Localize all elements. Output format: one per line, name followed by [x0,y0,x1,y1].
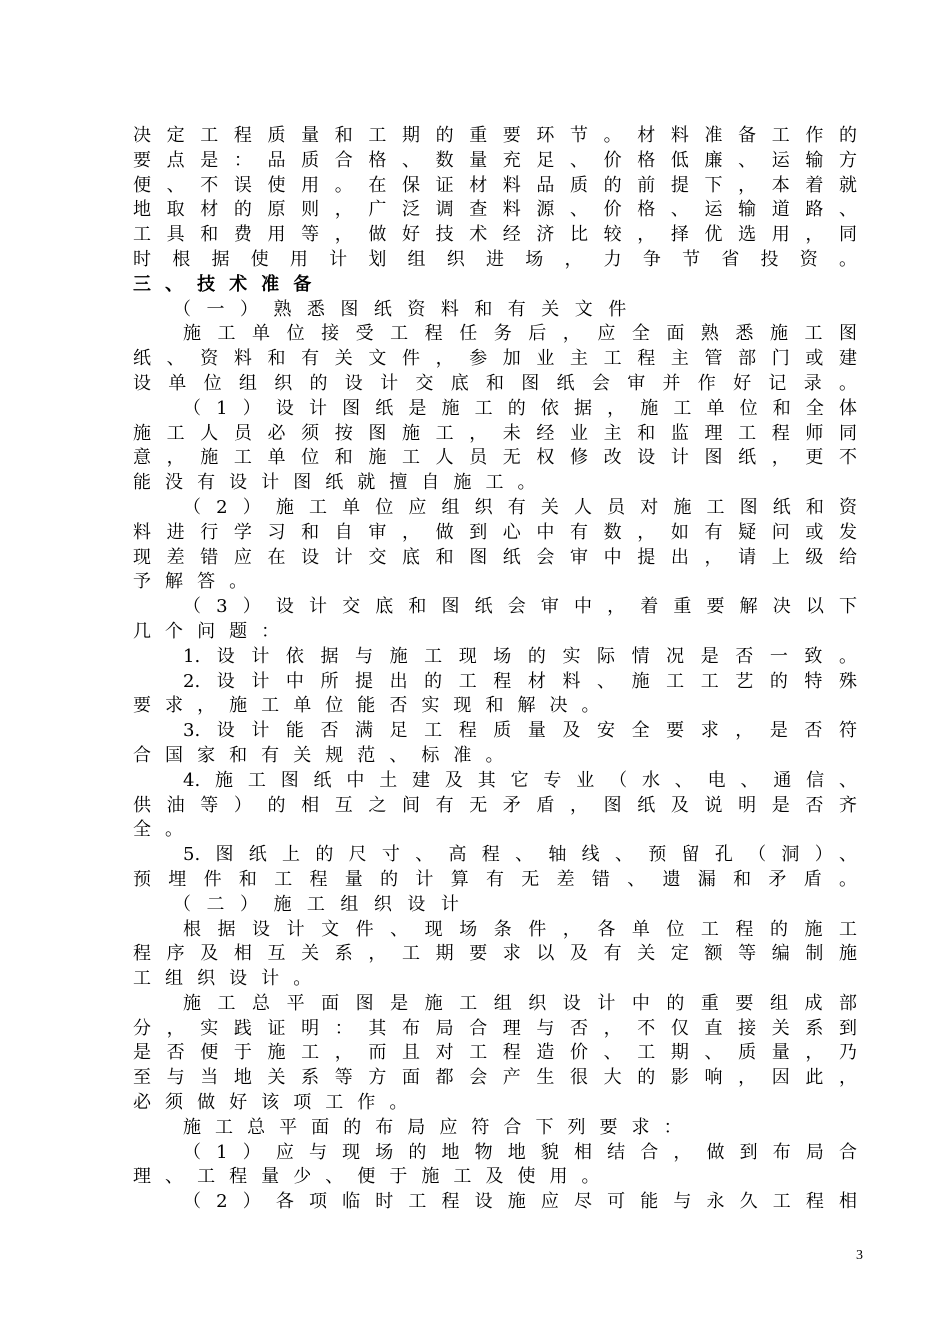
text-line: 5.图纸上的尺寸、高程、轴线、预留孔（洞）、 [183,844,857,866]
text-line: 根据设计文件、现场条件，各单位工程的施工 [183,918,857,940]
text-line: 施工单位接受工程任务后，应全面熟悉施工图 [183,323,857,345]
text-line: 是否便于施工，而且对工程造价、工期、质量，乃 [133,1042,857,1064]
text-line: 供油等）的相互之间有无矛盾，图纸及说明是否齐 [133,794,857,816]
text-line: 预埋件和工程量的计算有无差错、遗漏和矛盾。 [133,868,857,890]
text-line: 料进行学习和自审，做到心中有数，如有疑问或发 [133,521,857,543]
text-line: 工具和费用等，做好技术经济比较，择优选用，同 [133,224,857,246]
text-line: 能没有设计图纸就擅自施工。 [133,472,550,494]
text-line: 纸、资料和有关文件，参加业主工程主管部门或建 [133,348,857,370]
text-line: 1.设计依据与施工现场的实际情况是否一致。 [183,645,857,667]
text-line: 3.设计能否满足工程质量及安全要求，是否符 [183,720,857,742]
text-line: 地取材的原则，广泛调查料源、价格、运输道路、 [133,199,857,221]
text-line: 设单位组织的设计交底和图纸会审并作好记录。 [133,372,857,394]
text-line: 予解答。 [133,571,262,593]
text-line: 施工人员必须按图施工，未经业主和监理工程师同 [133,422,857,444]
text-line: （2）各项临时工程设施应尽可能与永久工程相 [183,1191,857,1213]
text-line: 时根据使用计划组织进场，力争节省投资。 [133,248,857,270]
text-line: 便、不误使用。在保证材料品质的前提下，本着就 [133,174,857,196]
text-line: 分，实践证明：其布局合理与否，不仅直接关系到 [133,1017,857,1039]
text-line: 2.设计中所提出的工程材料、施工工艺的特殊 [183,670,857,692]
text-line: 决定工程质量和工期的重要环节。材料准备工作的 [133,125,857,146]
text-line: （1）应与现场的地物地貌相结合，做到布局合 [183,1141,857,1163]
text-line: 必须做好该项工作。 [133,1092,422,1114]
text-line: 4.施工图纸中土建及其它专业（水、电、通信、 [183,769,857,791]
text-line: 全。 [133,819,198,841]
text-line: 理、工程量少、便于施工及使用。 [133,1166,614,1188]
text-line: 几个问题： [133,620,294,642]
text-line: （1）设计图纸是施工的依据，施工单位和全体 [183,397,857,419]
text-line: 程序及相互关系，工期要求以及有关定额等编制施 [133,943,857,965]
page-number: 3 [856,1248,863,1263]
text-line: 至与当地关系等方面都会产生很大的影响，因此， [133,1067,857,1089]
text-line: （二）施工组织设计 [173,893,475,915]
text-line: 要求，施工单位能否实现和解决。 [133,695,614,717]
text-line: 合国家和有关规范、标准。 [133,744,518,766]
text-line: 工组织设计。 [133,968,326,990]
text-line: 意，施工单位和施工人员无权修改设计图纸，更不 [133,447,857,469]
text-line: 现差错应在设计交底和图纸会审中提出，请上级给 [133,546,857,568]
section-heading: 三、技术准备 [133,273,326,295]
text-line: （一）熟悉图纸资料和有关文件 [173,298,642,320]
text-line: 要点是：品质合格、数量充足、价格低廉、运输方 [133,149,857,171]
text-line: 施工总平面图是施工组织设计中的重要组成部 [183,992,857,1014]
body-text [133,124,857,1215]
text-line: （3）设计交底和图纸会审中，着重要解决以下 [183,596,857,618]
text-line: 施工总平面的布局应符合下列要求： [183,1116,696,1138]
text-line: （2）施工单位应组织有关人员对施工图纸和资 [183,496,857,518]
